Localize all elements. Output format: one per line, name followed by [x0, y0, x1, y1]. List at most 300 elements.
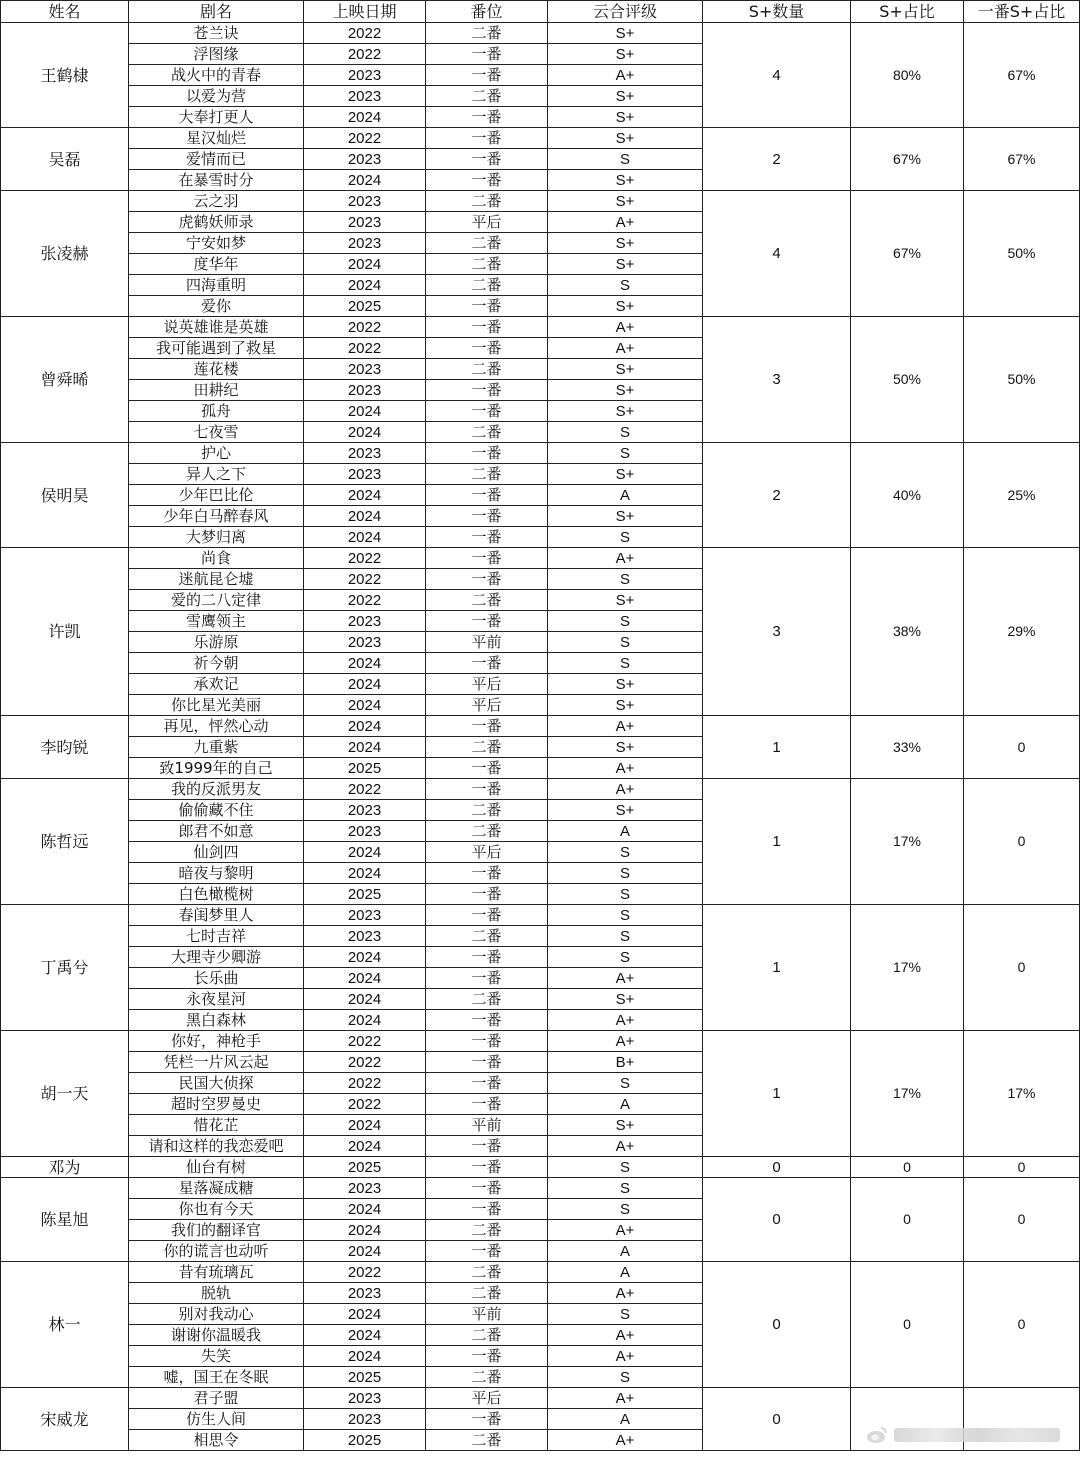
s-plus-ratio: 38% [851, 548, 964, 716]
billing-position: 二番 [426, 191, 548, 212]
release-year: 2024 [304, 1346, 426, 1367]
release-year: 2022 [304, 779, 426, 800]
drama-title: 田耕纪 [129, 380, 304, 401]
billing-position: 二番 [426, 989, 548, 1010]
s-plus-ratio: 17% [851, 905, 964, 1031]
actor-name: 吴磊 [1, 128, 129, 191]
yunhe-rating: A+ [548, 1136, 703, 1157]
table-row [1, 1388, 1080, 1409]
s-plus-ratio: 0 [851, 1262, 964, 1388]
yunhe-rating: B+ [548, 1052, 703, 1073]
table-row [1, 1178, 1080, 1199]
release-year: 2024 [304, 1115, 426, 1136]
yunhe-rating: S [548, 1073, 703, 1094]
s-plus-count: 3 [703, 317, 851, 443]
drama-title: 云之羽 [129, 191, 304, 212]
release-year: 2024 [304, 1136, 426, 1157]
drama-title: 少年白马醉春风 [129, 506, 304, 527]
yunhe-rating: S+ [548, 380, 703, 401]
release-year: 2024 [304, 947, 426, 968]
billing-position: 二番 [426, 1367, 548, 1388]
s-plus-ratio: 0 [851, 1157, 964, 1178]
yunhe-rating: A+ [548, 338, 703, 359]
table-row [1, 1262, 1080, 1283]
lead-s-plus-ratio: 0 [964, 779, 1080, 905]
yunhe-rating: S [548, 842, 703, 863]
billing-position: 平前 [426, 632, 548, 653]
yunhe-rating: A+ [548, 779, 703, 800]
s-plus-count: 2 [703, 443, 851, 548]
billing-position: 二番 [426, 464, 548, 485]
drama-title: 白色橄榄树 [129, 884, 304, 905]
billing-position: 平后 [426, 695, 548, 716]
billing-position: 一番 [426, 401, 548, 422]
yunhe-rating: S+ [548, 23, 703, 44]
header-drama: 剧名 [129, 1, 304, 23]
release-year: 2022 [304, 548, 426, 569]
yunhe-rating: S [548, 1304, 703, 1325]
s-plus-count: 3 [703, 548, 851, 716]
yunhe-rating: S+ [548, 128, 703, 149]
billing-position: 一番 [426, 443, 548, 464]
yunhe-rating: A+ [548, 1388, 703, 1409]
weibo-logo-icon [864, 1425, 890, 1445]
table-row [1, 191, 1080, 212]
release-year: 2023 [304, 212, 426, 233]
billing-position: 平后 [426, 1388, 548, 1409]
yunhe-rating: A [548, 1241, 703, 1262]
billing-position: 一番 [426, 44, 548, 65]
s-plus-ratio: 50% [851, 317, 964, 443]
yunhe-rating: A [548, 821, 703, 842]
yunhe-rating: S+ [548, 674, 703, 695]
drama-title: 少年巴比伦 [129, 485, 304, 506]
drama-title: 君子盟 [129, 1388, 304, 1409]
release-year: 2025 [304, 758, 426, 779]
yunhe-rating: S+ [548, 800, 703, 821]
release-year: 2024 [304, 1241, 426, 1262]
release-year: 2025 [304, 1430, 426, 1451]
billing-position: 二番 [426, 926, 548, 947]
s-plus-ratio: 80% [851, 23, 964, 128]
s-plus-count: 0 [703, 1178, 851, 1262]
drama-title: 谢谢你温暖我 [129, 1325, 304, 1346]
billing-position: 一番 [426, 947, 548, 968]
drama-title: 仙剑四 [129, 842, 304, 863]
lead-s-plus-ratio: 50% [964, 317, 1080, 443]
billing-position: 一番 [426, 296, 548, 317]
yunhe-rating: S+ [548, 989, 703, 1010]
yunhe-rating: S [548, 1178, 703, 1199]
lead-s-plus-ratio: 25% [964, 443, 1080, 548]
drama-title: 永夜星河 [129, 989, 304, 1010]
drama-title: 你好，神枪手 [129, 1031, 304, 1052]
s-plus-count: 1 [703, 716, 851, 779]
lead-s-plus-ratio: 0 [964, 1157, 1080, 1178]
yunhe-rating: A [548, 485, 703, 506]
yunhe-rating: S+ [548, 44, 703, 65]
drama-title: 迷航昆仑墟 [129, 569, 304, 590]
table-row [1, 128, 1080, 149]
billing-position: 一番 [426, 905, 548, 926]
release-year: 2022 [304, 590, 426, 611]
actor-name: 曾舜晞 [1, 317, 129, 443]
billing-position: 一番 [426, 779, 548, 800]
billing-position: 一番 [426, 968, 548, 989]
drama-title: 战火中的青春 [129, 65, 304, 86]
lead-s-plus-ratio: 0 [964, 716, 1080, 779]
billing-position: 二番 [426, 422, 548, 443]
drama-title: 嘘，国王在冬眠 [129, 1367, 304, 1388]
actor-name: 宋威龙 [1, 1388, 129, 1451]
yunhe-rating: S [548, 443, 703, 464]
release-year: 2023 [304, 191, 426, 212]
drama-title: 相思令 [129, 1430, 304, 1451]
table-row [1, 548, 1080, 569]
drama-title: 孤舟 [129, 401, 304, 422]
billing-position: 一番 [426, 170, 548, 191]
yunhe-rating: S+ [548, 590, 703, 611]
billing-position: 一番 [426, 149, 548, 170]
release-year: 2024 [304, 1220, 426, 1241]
drama-title: 祈今朝 [129, 653, 304, 674]
table-row [1, 1031, 1080, 1052]
actor-name: 陈星旭 [1, 1178, 129, 1262]
release-year: 2025 [304, 1157, 426, 1178]
billing-position: 平后 [426, 212, 548, 233]
yunhe-rating: S [548, 653, 703, 674]
release-year: 2024 [304, 401, 426, 422]
drama-title: 脱轨 [129, 1283, 304, 1304]
release-year: 2023 [304, 1388, 426, 1409]
release-year: 2024 [304, 485, 426, 506]
release-year: 2022 [304, 338, 426, 359]
s-plus-count: 1 [703, 905, 851, 1031]
billing-position: 二番 [426, 359, 548, 380]
header-release-year: 上映日期 [304, 1, 426, 23]
release-year: 2022 [304, 1262, 426, 1283]
release-year: 2022 [304, 1052, 426, 1073]
release-year: 2023 [304, 905, 426, 926]
table-row [1, 716, 1080, 737]
s-plus-ratio: 17% [851, 779, 964, 905]
drama-title: 以爱为营 [129, 86, 304, 107]
drama-title: 失笑 [129, 1346, 304, 1367]
release-year: 2023 [304, 86, 426, 107]
drama-title: 仿生人间 [129, 1409, 304, 1430]
drama-title: 星汉灿烂 [129, 128, 304, 149]
release-year: 2024 [304, 737, 426, 758]
drama-title: 度华年 [129, 254, 304, 275]
lead-s-plus-ratio: 67% [964, 128, 1080, 191]
table-row [1, 905, 1080, 926]
drama-title: 长乐曲 [129, 968, 304, 989]
billing-position: 二番 [426, 275, 548, 296]
drama-title: 七时吉祥 [129, 926, 304, 947]
drama-title: 尚食 [129, 548, 304, 569]
yunhe-rating: A+ [548, 1031, 703, 1052]
lead-s-plus-ratio: 17% [964, 1031, 1080, 1157]
table-row [1, 317, 1080, 338]
yunhe-rating: A+ [548, 1430, 703, 1451]
billing-position: 一番 [426, 317, 548, 338]
actor-name: 许凯 [1, 548, 129, 716]
billing-position: 一番 [426, 128, 548, 149]
billing-position: 二番 [426, 233, 548, 254]
release-year: 2022 [304, 23, 426, 44]
yunhe-rating: A+ [548, 758, 703, 779]
release-year: 2024 [304, 653, 426, 674]
actor-name: 胡一天 [1, 1031, 129, 1157]
release-year: 2024 [304, 842, 426, 863]
s-plus-ratio: 67% [851, 128, 964, 191]
drama-title: 苍兰诀 [129, 23, 304, 44]
yunhe-rating: A+ [548, 65, 703, 86]
actor-name: 林一 [1, 1262, 129, 1388]
release-year: 2024 [304, 1304, 426, 1325]
table-row [1, 1157, 1080, 1178]
release-year: 2023 [304, 65, 426, 86]
drama-title: 虎鹤妖师录 [129, 212, 304, 233]
yunhe-rating: A+ [548, 716, 703, 737]
billing-position: 一番 [426, 506, 548, 527]
yunhe-rating: S+ [548, 506, 703, 527]
s-plus-ratio: 67% [851, 191, 964, 317]
header-s-plus-ratio: S+占比 [851, 1, 964, 23]
release-year: 2022 [304, 1094, 426, 1115]
drama-title: 雪鹰领主 [129, 611, 304, 632]
yunhe-rating: S+ [548, 170, 703, 191]
yunhe-rating: A [548, 1094, 703, 1115]
billing-position: 一番 [426, 485, 548, 506]
release-year: 2024 [304, 1325, 426, 1346]
drama-title: 郎君不如意 [129, 821, 304, 842]
drama-title: 大理寺少卿游 [129, 947, 304, 968]
actor-name: 侯明昊 [1, 443, 129, 548]
billing-position: 二番 [426, 1262, 548, 1283]
yunhe-rating: S+ [548, 191, 703, 212]
yunhe-rating: S [548, 1157, 703, 1178]
release-year: 2022 [304, 1031, 426, 1052]
s-plus-count: 1 [703, 1031, 851, 1157]
billing-position: 一番 [426, 1073, 548, 1094]
actor-name: 张凌赫 [1, 191, 129, 317]
billing-position: 平前 [426, 1115, 548, 1136]
yunhe-rating: S+ [548, 359, 703, 380]
yunhe-rating: S [548, 527, 703, 548]
release-year: 2023 [304, 1283, 426, 1304]
release-year: 2024 [304, 275, 426, 296]
billing-position: 一番 [426, 653, 548, 674]
release-year: 2023 [304, 359, 426, 380]
yunhe-rating: S [548, 1367, 703, 1388]
s-plus-count: 4 [703, 23, 851, 128]
table-row [1, 779, 1080, 800]
release-year: 2023 [304, 380, 426, 401]
drama-title: 致1999年的自己 [129, 758, 304, 779]
billing-position: 二番 [426, 86, 548, 107]
drama-title: 护心 [129, 443, 304, 464]
drama-title: 爱情而已 [129, 149, 304, 170]
drama-title: 你的谎言也动听 [129, 1241, 304, 1262]
billing-position: 平前 [426, 1304, 548, 1325]
drama-title: 再见，怦然心动 [129, 716, 304, 737]
billing-position: 二番 [426, 1430, 548, 1451]
release-year: 2023 [304, 926, 426, 947]
yunhe-rating: A [548, 1262, 703, 1283]
drama-title: 春闺梦里人 [129, 905, 304, 926]
actor-name: 李昀锐 [1, 716, 129, 779]
yunhe-rating: A+ [548, 317, 703, 338]
drama-title: 黑白森林 [129, 1010, 304, 1031]
yunhe-rating: A+ [548, 1283, 703, 1304]
drama-title: 大梦归离 [129, 527, 304, 548]
yunhe-rating: S [548, 1199, 703, 1220]
drama-title: 别对我动心 [129, 1304, 304, 1325]
s-plus-count: 0 [703, 1388, 851, 1451]
header-s-plus-count: S+数量 [703, 1, 851, 23]
billing-position: 一番 [426, 548, 548, 569]
yunhe-rating: A+ [548, 1220, 703, 1241]
release-year: 2023 [304, 464, 426, 485]
yunhe-rating: S [548, 947, 703, 968]
billing-position: 一番 [426, 380, 548, 401]
release-year: 2024 [304, 107, 426, 128]
yunhe-rating: A+ [548, 1325, 703, 1346]
billing-position: 二番 [426, 800, 548, 821]
billing-position: 一番 [426, 611, 548, 632]
release-year: 2022 [304, 44, 426, 65]
yunhe-rating: A+ [548, 548, 703, 569]
billing-position: 平后 [426, 842, 548, 863]
billing-position: 一番 [426, 884, 548, 905]
s-plus-ratio: 17% [851, 1031, 964, 1157]
billing-position: 二番 [426, 1220, 548, 1241]
release-year: 2024 [304, 1199, 426, 1220]
drama-title: 偷偷藏不住 [129, 800, 304, 821]
drama-title: 异人之下 [129, 464, 304, 485]
billing-position: 二番 [426, 1325, 548, 1346]
yunhe-rating: S [548, 611, 703, 632]
release-year: 2022 [304, 128, 426, 149]
release-year: 2025 [304, 884, 426, 905]
billing-position: 二番 [426, 737, 548, 758]
drama-title: 你也有今天 [129, 1199, 304, 1220]
drama-title: 九重紫 [129, 737, 304, 758]
watermark-text-blur [894, 1428, 1060, 1442]
lead-s-plus-ratio: 50% [964, 191, 1080, 317]
billing-position: 一番 [426, 1241, 548, 1262]
billing-position: 一番 [426, 1199, 548, 1220]
lead-s-plus-ratio: 29% [964, 548, 1080, 716]
yunhe-rating: A [548, 1409, 703, 1430]
header-yunhe-rating: 云合评级 [548, 1, 703, 23]
yunhe-rating: A+ [548, 1346, 703, 1367]
release-year: 2025 [304, 1367, 426, 1388]
release-year: 2024 [304, 254, 426, 275]
drama-title: 我们的翻译官 [129, 1220, 304, 1241]
yunhe-rating: S [548, 422, 703, 443]
release-year: 2023 [304, 149, 426, 170]
drama-title: 在暴雪时分 [129, 170, 304, 191]
drama-title: 宁安如梦 [129, 233, 304, 254]
billing-position: 一番 [426, 527, 548, 548]
s-plus-count: 2 [703, 128, 851, 191]
drama-title: 昔有琉璃瓦 [129, 1262, 304, 1283]
release-year: 2024 [304, 695, 426, 716]
table-row [1, 443, 1080, 464]
release-year: 2023 [304, 821, 426, 842]
drama-title: 爱的二八定律 [129, 590, 304, 611]
billing-position: 一番 [426, 758, 548, 779]
s-plus-count: 1 [703, 779, 851, 905]
release-year: 2024 [304, 527, 426, 548]
yunhe-rating: S [548, 926, 703, 947]
lead-s-plus-ratio: 0 [964, 1262, 1080, 1388]
yunhe-rating: A+ [548, 968, 703, 989]
billing-position: 一番 [426, 1010, 548, 1031]
billing-position: 一番 [426, 107, 548, 128]
drama-title: 七夜雪 [129, 422, 304, 443]
drama-title: 我的反派男友 [129, 779, 304, 800]
release-year: 2024 [304, 674, 426, 695]
release-year: 2024 [304, 968, 426, 989]
billing-position: 一番 [426, 1178, 548, 1199]
billing-position: 一番 [426, 1031, 548, 1052]
release-year: 2023 [304, 1178, 426, 1199]
header-row [1, 1, 1080, 23]
billing-position: 一番 [426, 338, 548, 359]
yunhe-rating: S [548, 569, 703, 590]
s-plus-count: 0 [703, 1157, 851, 1178]
billing-position: 一番 [426, 65, 548, 86]
header-name: 姓名 [1, 1, 129, 23]
yunhe-rating: S [548, 275, 703, 296]
header-billing: 番位 [426, 1, 548, 23]
billing-position: 二番 [426, 254, 548, 275]
drama-title: 大奉打更人 [129, 107, 304, 128]
release-year: 2024 [304, 170, 426, 191]
actor-name: 陈哲远 [1, 779, 129, 905]
drama-title: 浮图缘 [129, 44, 304, 65]
drama-title: 星落凝成糖 [129, 1178, 304, 1199]
drama-title: 你比星光美丽 [129, 695, 304, 716]
s-plus-count: 0 [703, 1262, 851, 1388]
drama-title: 请和这样的我恋爱吧 [129, 1136, 304, 1157]
release-year: 2022 [304, 1073, 426, 1094]
yunhe-rating: S+ [548, 254, 703, 275]
billing-position: 一番 [426, 1157, 548, 1178]
yunhe-rating: S [548, 149, 703, 170]
lead-s-plus-ratio: 0 [964, 1178, 1080, 1262]
s-plus-ratio: 33% [851, 716, 964, 779]
yunhe-rating: A+ [548, 1010, 703, 1031]
table-body [1, 23, 1080, 1451]
release-year: 2023 [304, 611, 426, 632]
billing-position: 一番 [426, 1052, 548, 1073]
drama-title: 承欢记 [129, 674, 304, 695]
billing-position: 一番 [426, 1136, 548, 1157]
release-year: 2024 [304, 506, 426, 527]
release-year: 2023 [304, 233, 426, 254]
yunhe-rating: S [548, 905, 703, 926]
billing-position: 平后 [426, 674, 548, 695]
billing-position: 一番 [426, 716, 548, 737]
drama-title: 莲花楼 [129, 359, 304, 380]
yunhe-rating: S+ [548, 296, 703, 317]
yunhe-rating: S+ [548, 401, 703, 422]
release-year: 2024 [304, 989, 426, 1010]
